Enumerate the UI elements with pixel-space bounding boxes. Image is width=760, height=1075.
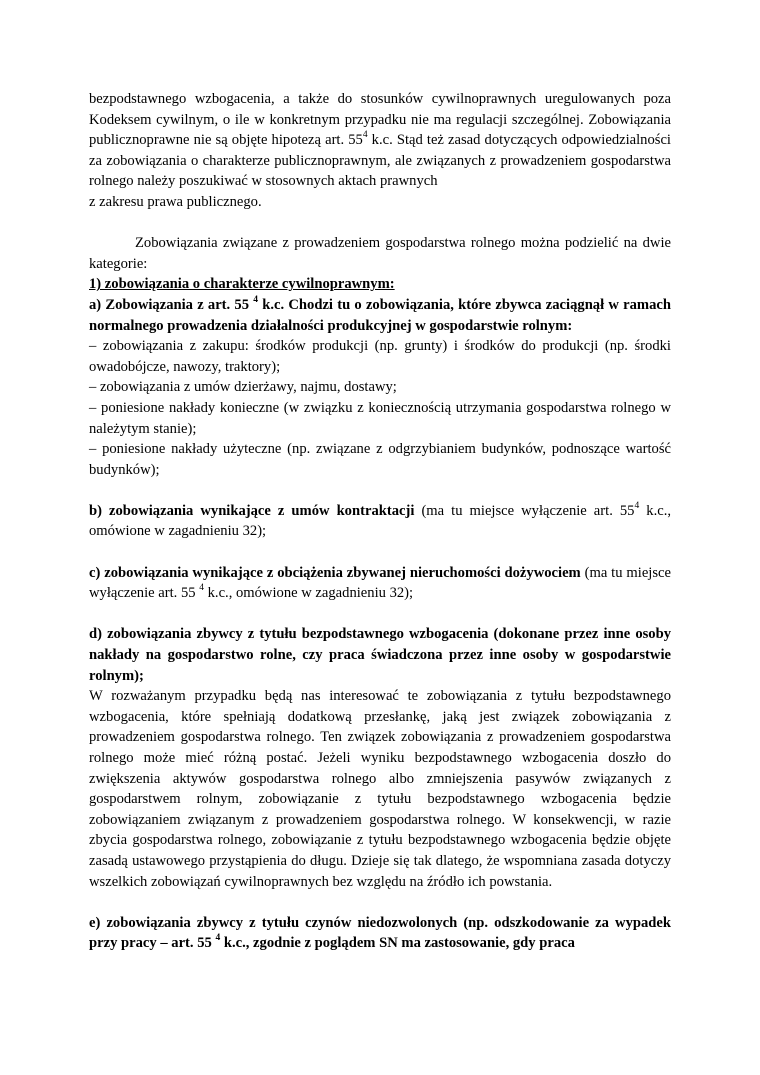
section-c [89, 563, 671, 604]
list-item: – zobowiązania z umów dzierżawy, najmu, dostawy; [89, 379, 397, 396]
superscript: 4 [362, 130, 368, 141]
section-c-text-end: k.c., omówione w zagadnieniu 32); [203, 585, 414, 602]
section-b-text-end: k.c., omówione w zagadnieniu 32); [89, 502, 671, 540]
section-e-heading-post: k.c., zgodnie z poglądem SN ma zastosowanie, gdy praca [220, 935, 575, 952]
category-1-heading: 1) zobowiązania o charakterze cywilnoprawnym: [89, 276, 395, 293]
superscript: 4 [215, 933, 221, 944]
section-b [89, 501, 671, 542]
section-b-text: (ma tu miejsce wyłączenie art. 55 [414, 502, 635, 519]
section-d-heading: d) zobowiązania zbywcy z tytułu bezpodstawnego wzbogacenia (dokonane przez inne osoby nakłady na gospodarstwo rolne, czy praca świadczona przez inne osoby w gospodarstwie rolnym); [89, 626, 671, 684]
section-b-heading: b) zobowiązania wynikające z umów kontraktacji [89, 502, 415, 519]
superscript: 4 [199, 583, 204, 594]
intro-text-1: bezpodstawnego wzbogacenia, a także do stosunków cywilnoprawnych uregulowanych poza Kodeksem cywilnym, o ile w konkretnym przypadku nie ma regulacji szczególnej. Zobowiązania publicznoprawne nie są objęte hipotezą art. 55 [89, 91, 671, 149]
categories-intro: Zobowiązania związane z prowadzeniem gospodarstwa rolnego można podzielić na dwie kategorie: [89, 235, 671, 272]
list-item: – poniesione nakłady konieczne (w związku z koniecznością utrzymania gospodarstwa rolnego w należytym stanie); [89, 399, 671, 437]
list-item: – poniesione nakłady użyteczne (np. związane z odgrzybianiem budynków, podnoszące wartość budynków); [89, 441, 671, 478]
intro-paragraph [89, 89, 671, 192]
section-c-text: (ma tu miejsce wyłączenie art. 55 [89, 564, 671, 602]
section-d-body: W rozważanym przypadku będą nas interesować te zobowiązania z tytułu bezpodstawnego wzbogacenia, które spełniają dodatkową przesłankę, jaką jest związek zobowiązania z prowadzeniem gospodarstwa rolnego. Ten związek zobowiązania z prowadzeniem gospodarstwa rolnego może mieć różną postać. Jeżeli wyniku bezpodstawnego wzbogacenia doszło do zwiększenia aktywów gospodarstwa rolnego albo zmniejszenia pasywów związanych z gospodarstwem rolnym, zobowiązanie z tytułu bezpodstawnego wzbogacenia będzie zobowiązaniem związanym z prowadzeniem gospodarstwa rolnego. W konsekwencji, w razie zbycia gospodarstwa rolnego, zobowiązanie z tytułu bezpodstawnego wzbogacenia będzie objęte zasadą ustawowego przystąpienia do długu. Dzieje się tak dlatego, że wspomniana zasada dotyczy wszelkich zobowiązań cywilnoprawnych bez względu na źródło ich powstania. [89, 688, 671, 890]
section-c-heading: c) zobowiązania wynikające z obciążenia zbywanej nieruchomości dożywociem [89, 564, 581, 581]
list-item: – zobowiązania z zakupu: środków produkcji (np. grunty) i środków do produkcji (np. środki owadobójcze, nawozy, traktory); [89, 338, 671, 375]
document-page [89, 89, 671, 954]
section-a-heading [89, 295, 671, 336]
section-a-heading-pre: a) Zobowiązania z art. 55 [89, 296, 254, 313]
section-e-heading-pre: e) zobowiązania zbywcy z tytułu czynów niedozwolonych (np. odszkodowanie za wypadek przy pracy – art. 55 [89, 914, 671, 952]
intro-paragraph-end: z zakresu prawa publicznego. [89, 193, 262, 210]
section-a-heading-post: k.c. Chodzi tu o zobowiązania, które zbywca zaciągnął w ramach normalnego prowadzenia działalności produkcyjnej w gospodarstwie rolnym: [89, 296, 671, 334]
superscript: 4 [253, 295, 259, 306]
superscript: 4 [634, 501, 640, 512]
intro-text-2: k.c. Stąd też zasad dotyczących odpowiedzialności za zobowiązania o charakterze publicznoprawnym, ale związanych z prowadzeniem gospodarstwa rolnego należy poszukiwać w stosownych aktach prawnych [89, 132, 671, 190]
section-e-heading [89, 913, 671, 954]
